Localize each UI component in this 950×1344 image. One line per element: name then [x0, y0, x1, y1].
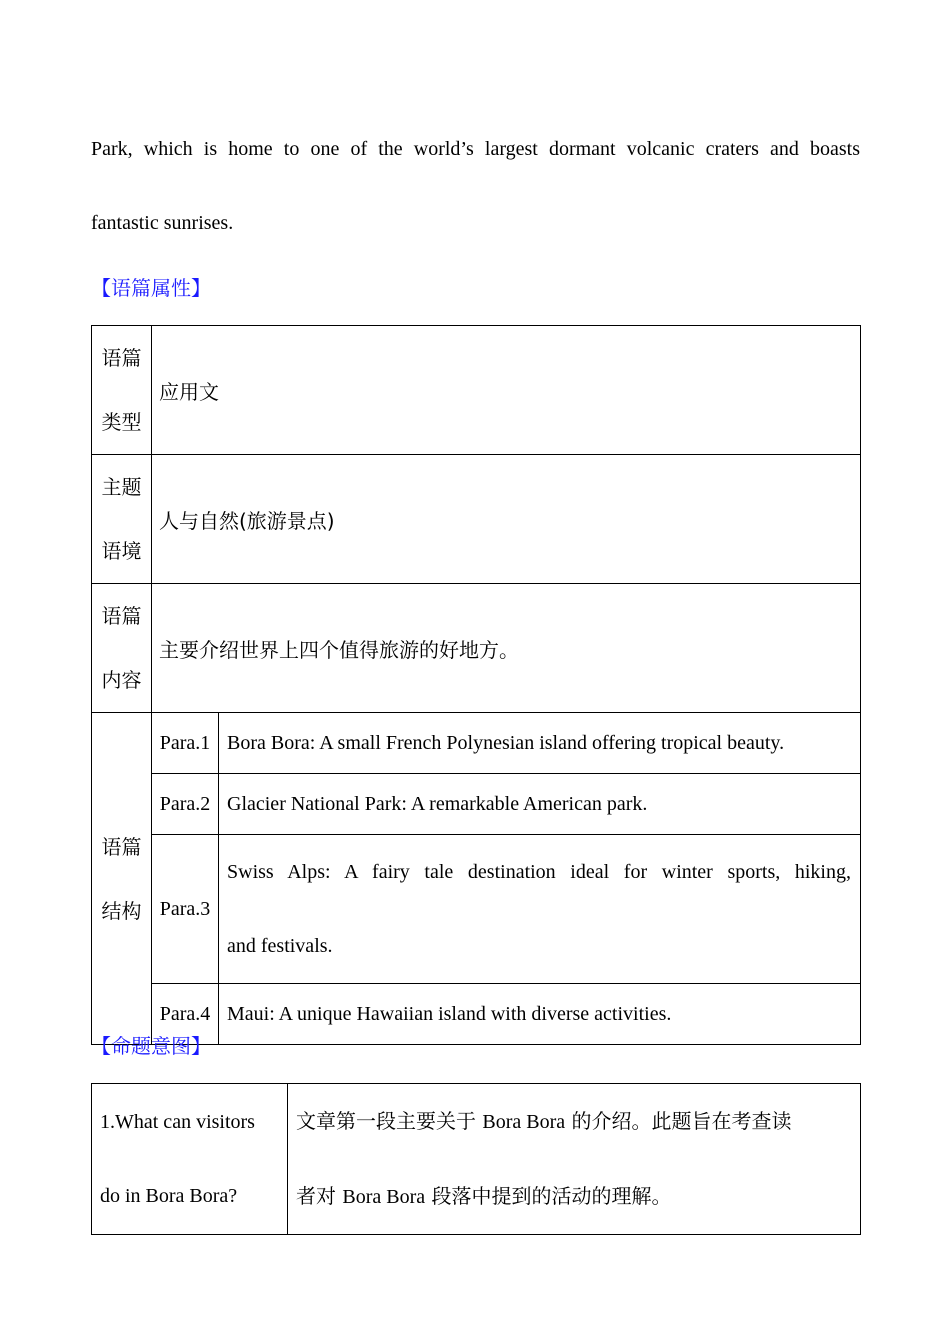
para-label: Para.4 [152, 984, 219, 1045]
answer-cell [288, 1084, 861, 1235]
table-row [92, 774, 861, 835]
table-row [92, 584, 861, 713]
answer-text: Bora Bora [342, 1186, 426, 1208]
row-label-line: 主题 [101, 475, 142, 499]
answer-text: 者对 [296, 1184, 343, 1208]
table-row [92, 1084, 861, 1235]
question-line: 1.What can visitors [100, 1111, 255, 1133]
section-heading-intent: 【命题意图】 [91, 1034, 211, 1058]
section-heading-properties: 【语篇属性】 [91, 276, 211, 300]
answer-text: 文章第一段主要关于 [296, 1109, 483, 1133]
para-description: Bora Bora: A small French Polynesian island offering tropical beauty. [219, 713, 861, 774]
row-label [92, 455, 152, 584]
row-label-line: 结构 [101, 898, 142, 923]
para-description [219, 835, 861, 984]
table-row [92, 455, 861, 584]
para-description: Glacier National Park: A remarkable American park. [219, 774, 861, 835]
para-description-line: Swiss Alps: A fairy tale destination ideal for winter sports, hiking, [227, 861, 851, 883]
answer-text: 段落中提到的活动的理解。 [425, 1184, 672, 1208]
row-label-line: 内容 [101, 668, 142, 692]
answer-line [296, 1084, 852, 1159]
table-row [92, 835, 861, 984]
row-label-line: 类型 [101, 410, 142, 434]
row-value: 人与自然(旅游景点) [152, 455, 861, 584]
intro-line-2: fantastic sunrises. [91, 212, 234, 234]
question-line: do in Bora Bora? [100, 1185, 238, 1207]
row-label-line: 语境 [101, 539, 142, 563]
questions-table [91, 1083, 861, 1235]
table-row [92, 326, 861, 455]
row-value: 主要介绍世界上四个值得旅游的好地方。 [152, 584, 861, 713]
para-description: Maui: A unique Hawaiian island with diverse activities. [219, 984, 861, 1045]
row-label-line: 语篇 [101, 834, 142, 859]
answer-line [296, 1159, 852, 1234]
properties-table [91, 325, 861, 1045]
answer-text: 的介绍。此题旨在考查读 [565, 1109, 792, 1133]
row-label-line: 语篇 [101, 346, 142, 370]
row-label-line: 语篇 [101, 604, 142, 628]
para-label: Para.3 [152, 835, 219, 984]
table-row [92, 713, 861, 774]
row-label [92, 584, 152, 713]
intro-line-1: Park, which is home to one of the world’s largest dormant volcanic craters and boasts [91, 138, 860, 160]
row-value: 应用文 [152, 326, 861, 455]
question-cell [92, 1084, 288, 1235]
para-description-line: and festivals. [227, 935, 333, 957]
answer-text: Bora Bora [482, 1111, 566, 1133]
structure-label [92, 713, 152, 1045]
row-label [92, 326, 152, 455]
intro-paragraph [91, 112, 860, 260]
para-label: Para.1 [152, 713, 219, 774]
para-label: Para.2 [152, 774, 219, 835]
